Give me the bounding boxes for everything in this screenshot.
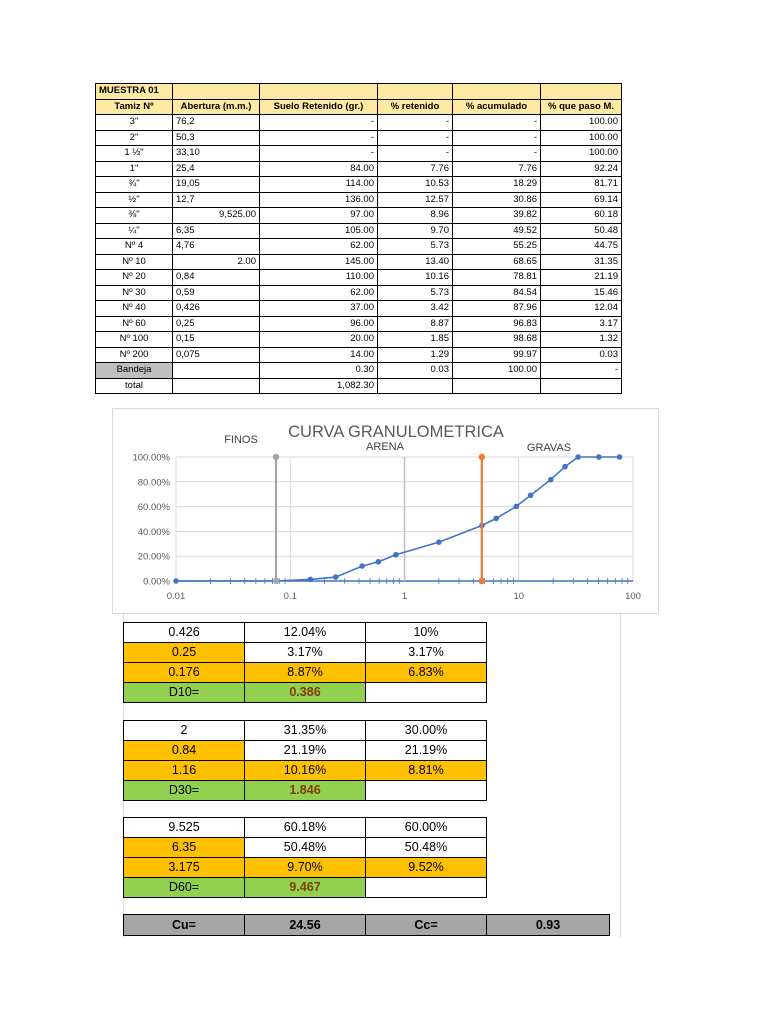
table-cell: 1.29 [378,347,453,363]
table-row [96,130,622,146]
table-cell: 99.97 [453,347,541,363]
chart-title: CURVA GRANULOMETRICA [288,423,504,441]
d30-cell: 21.19% [245,741,366,761]
table-row [96,239,622,255]
data-point [575,454,581,460]
table-cell: 10.16 [378,270,453,286]
table-cell: 0,84 [173,270,260,286]
table-row [96,208,622,224]
sample-title: MUESTRA 01 [96,84,173,100]
table-cell: 2.00 [173,254,260,270]
table-cell: ¾" [96,177,173,193]
table-row [96,347,622,363]
table-cell: Nº 60 [96,316,173,332]
table-cell: 12.04 [541,301,622,317]
table-title-row [96,84,622,100]
d60-cell: 6.35 [124,838,245,858]
zone-label: GRAVAS [526,442,572,454]
d60-cell: 60.00% [366,818,487,838]
table-cell: 100.00 [541,115,622,131]
d10-cell: 0.176 [124,663,245,683]
table-cell: 105.00 [260,223,378,239]
zone-label: ARENA [366,441,404,453]
d60-cell: 50.48% [366,838,487,858]
table-cell: 50.48 [541,223,622,239]
d30-cell: 1.16 [124,761,245,781]
d60-value: 9.467 [245,878,366,898]
table-cell: Bandeja [96,363,173,379]
table-cell: 81.71 [541,177,622,193]
d10-cell: 10% [366,623,487,643]
table-cell: 84.00 [260,161,378,177]
table-row [96,254,622,270]
table-cell: - [260,115,378,131]
table-cell: 15.46 [541,285,622,301]
table-cell: - [260,146,378,162]
y-tick-label: 0.00% [143,576,170,588]
table-cell: 0,15 [173,332,260,348]
d10-cell: 0.426 [124,623,245,643]
table-cell: 3.42 [378,301,453,317]
table-cell: 3" [96,115,173,131]
data-point [596,454,602,460]
data-point [333,574,339,580]
y-tick-label: 20.00% [137,551,170,563]
d60-cell: 9.52% [366,858,487,878]
d30-cell: 30.00% [366,721,487,741]
table-cell: 19,05 [173,177,260,193]
boundary-point [273,578,279,584]
table-row [96,177,622,193]
data-point [514,504,520,510]
zone-label: FINOS [224,434,258,446]
table-cell: 5.73 [378,239,453,255]
table-cell: Nº 100 [96,332,173,348]
table-cell: 1,082.30 [260,378,378,394]
table-cell: 44.75 [541,239,622,255]
d30-table [123,720,611,801]
column-header: Suelo Retenido (gr.) [260,99,378,115]
table-cell: - [453,115,541,131]
table-cell: 96.00 [260,316,378,332]
table-row [96,146,622,162]
y-tick-label: 40.00% [137,526,170,538]
table-cell: 68.65 [453,254,541,270]
data-point [617,454,623,460]
table-cell: 20.00 [260,332,378,348]
table-cell: - [453,146,541,162]
table-cell: 8.87 [378,316,453,332]
grain-size-chart-svg [113,409,658,613]
boundary-point [273,454,279,460]
table-cell: 18.29 [453,177,541,193]
d30-cell: 0.84 [124,741,245,761]
table-header-row [96,99,622,115]
table-cell: 76,2 [173,115,260,131]
table-cell: 100.00 [541,146,622,162]
column-header: % acumulado [453,99,541,115]
table-cell: Nº 4 [96,239,173,255]
data-point [528,492,534,498]
table-row [96,270,622,286]
table-cell: 55.25 [453,239,541,255]
table-cell: 136.00 [260,192,378,208]
d30-cell: 31.35% [245,721,366,741]
table-cell: 1.32 [541,332,622,348]
table-cell: 84.54 [453,285,541,301]
table-cell: 9,525.00 [173,208,260,224]
column-header: Tamiz Nº [96,99,173,115]
table-cell: ½" [96,192,173,208]
table-cell: 87.96 [453,301,541,317]
table-cell: ⅜" [96,208,173,224]
table-cell: - [453,130,541,146]
sheet-gridline [620,612,621,937]
table-cell: 25,4 [173,161,260,177]
data-point [562,464,568,470]
table-row [96,192,622,208]
grading-curve-line [176,457,620,581]
table-cell: - [378,115,453,131]
table-cell: 12,7 [173,192,260,208]
table-cell: 145.00 [260,254,378,270]
table-cell [173,363,260,379]
x-tick-label: 0.01 [166,591,186,602]
table-cell: 1.85 [378,332,453,348]
table-cell: 1 ½" [96,146,173,162]
table-cell: 1" [96,161,173,177]
table-cell: 9.70 [378,223,453,239]
boundary-point [479,454,485,460]
table-cell: - [378,130,453,146]
table-cell: 62.00 [260,285,378,301]
table-cell: Nº 10 [96,254,173,270]
d10-cell: 6.83% [366,663,487,683]
table-cell: 96.83 [453,316,541,332]
table-cell: 31.35 [541,254,622,270]
d30-cell: 2 [124,721,245,741]
table-cell: 0.03 [541,347,622,363]
table-cell [378,378,453,394]
table-cell: Nº 200 [96,347,173,363]
table-cell: 39.82 [453,208,541,224]
table-cell: 98.68 [453,332,541,348]
column-header: % que paso M. [541,99,622,115]
d60-cell: 9.70% [245,858,366,878]
table-cell: 92.24 [541,161,622,177]
d30-cell: 8.81% [366,761,487,781]
d10-value: 0.386 [245,683,366,703]
table-cell: 97.00 [260,208,378,224]
d30-value: 1.846 [245,781,366,801]
table-cell: 0.03 [378,363,453,379]
d10-cell: 3.17% [366,643,487,663]
table-cell: 6,35 [173,223,260,239]
table-cell: 62.00 [260,239,378,255]
d10-cell: 8.87% [245,663,366,683]
d30-label: D30= [124,781,245,801]
table-cell: Nº 20 [96,270,173,286]
table-cell: 12.57 [378,192,453,208]
table-cell: 60.18 [541,208,622,224]
table-cell [173,378,260,394]
d60-cell: 60.18% [245,818,366,838]
d60-table [123,817,611,898]
table-cell: 30.86 [453,192,541,208]
table-cell: 7.76 [378,161,453,177]
x-tick-label: 10 [513,591,525,602]
d60-cell: 50.48% [245,838,366,858]
table-cell: 21.19 [541,270,622,286]
table-row [96,301,622,317]
data-point [493,516,499,522]
table-cell: 49.52 [453,223,541,239]
data-point [436,539,442,545]
data-point [548,477,554,483]
x-tick-label: 1 [401,591,408,602]
d60-cell: 3.175 [124,858,245,878]
table-cell: 5.73 [378,285,453,301]
y-tick-label: 80.00% [137,477,170,489]
data-point [376,559,382,565]
table-cell: 14.00 [260,347,378,363]
table-cell: 7.76 [453,161,541,177]
boundary-point [479,578,485,584]
table-cell: 3.17 [541,316,622,332]
data-point [173,578,179,584]
table-cell: 100.00 [541,130,622,146]
d60-cell: 9.525 [124,818,245,838]
sieve-analysis-table [95,83,622,394]
table-row [96,316,622,332]
table-cell: 37.00 [260,301,378,317]
d10-label: D10= [124,683,245,703]
data-point [308,577,314,583]
table-cell: 10.53 [378,177,453,193]
d10-table [123,622,611,703]
cc-value: 0.93 [487,915,610,936]
cu-value: 24.56 [245,915,366,936]
table-row [96,223,622,239]
table-cell: 114.00 [260,177,378,193]
table-row [96,115,622,131]
table-cell: 78.81 [453,270,541,286]
table-row [96,332,622,348]
d10-cell: 3.17% [245,643,366,663]
data-point [393,552,399,558]
column-header: Abertura (m.m.) [173,99,260,115]
table-cell: 0,075 [173,347,260,363]
grain-size-chart [112,408,659,614]
table-cell: Nº 30 [96,285,173,301]
column-header: % retenido [378,99,453,115]
table-cell: 8.96 [378,208,453,224]
table-cell: 0,59 [173,285,260,301]
table-row [96,161,622,177]
x-tick-label: 0.1 [283,591,297,602]
table-cell: - [541,363,622,379]
d10-cell: 0.25 [124,643,245,663]
y-tick-label: 60.00% [137,502,170,514]
table-cell: 4,76 [173,239,260,255]
y-tick-label: 100.00% [132,452,170,464]
table-cell: Nº 40 [96,301,173,317]
d30-cell: 10.16% [245,761,366,781]
cc-label: Cc= [366,915,487,936]
d60-label: D60= [124,878,245,898]
table-cell: - [260,130,378,146]
table-cell: total [96,378,173,394]
table-cell [453,378,541,394]
table-cell: 13.40 [378,254,453,270]
table-cell: 0,25 [173,316,260,332]
table-cell: 0.30 [260,363,378,379]
table-cell: 69.14 [541,192,622,208]
table-cell: ¼" [96,223,173,239]
table-cell [541,378,622,394]
table-cell: 110.00 [260,270,378,286]
bandeja-row [96,363,622,379]
coefficients-summary [123,914,610,936]
table-cell: 100.00 [453,363,541,379]
table-cell: 50,3 [173,130,260,146]
table-cell: 0,426 [173,301,260,317]
total-row [96,378,622,394]
x-tick-label: 100 [625,591,641,602]
table-row [96,285,622,301]
table-cell: 2" [96,130,173,146]
data-point [359,563,365,569]
table-cell: 33,10 [173,146,260,162]
cu-label: Cu= [124,915,245,936]
d10-cell: 12.04% [245,623,366,643]
d30-cell: 21.19% [366,741,487,761]
table-cell: - [378,146,453,162]
